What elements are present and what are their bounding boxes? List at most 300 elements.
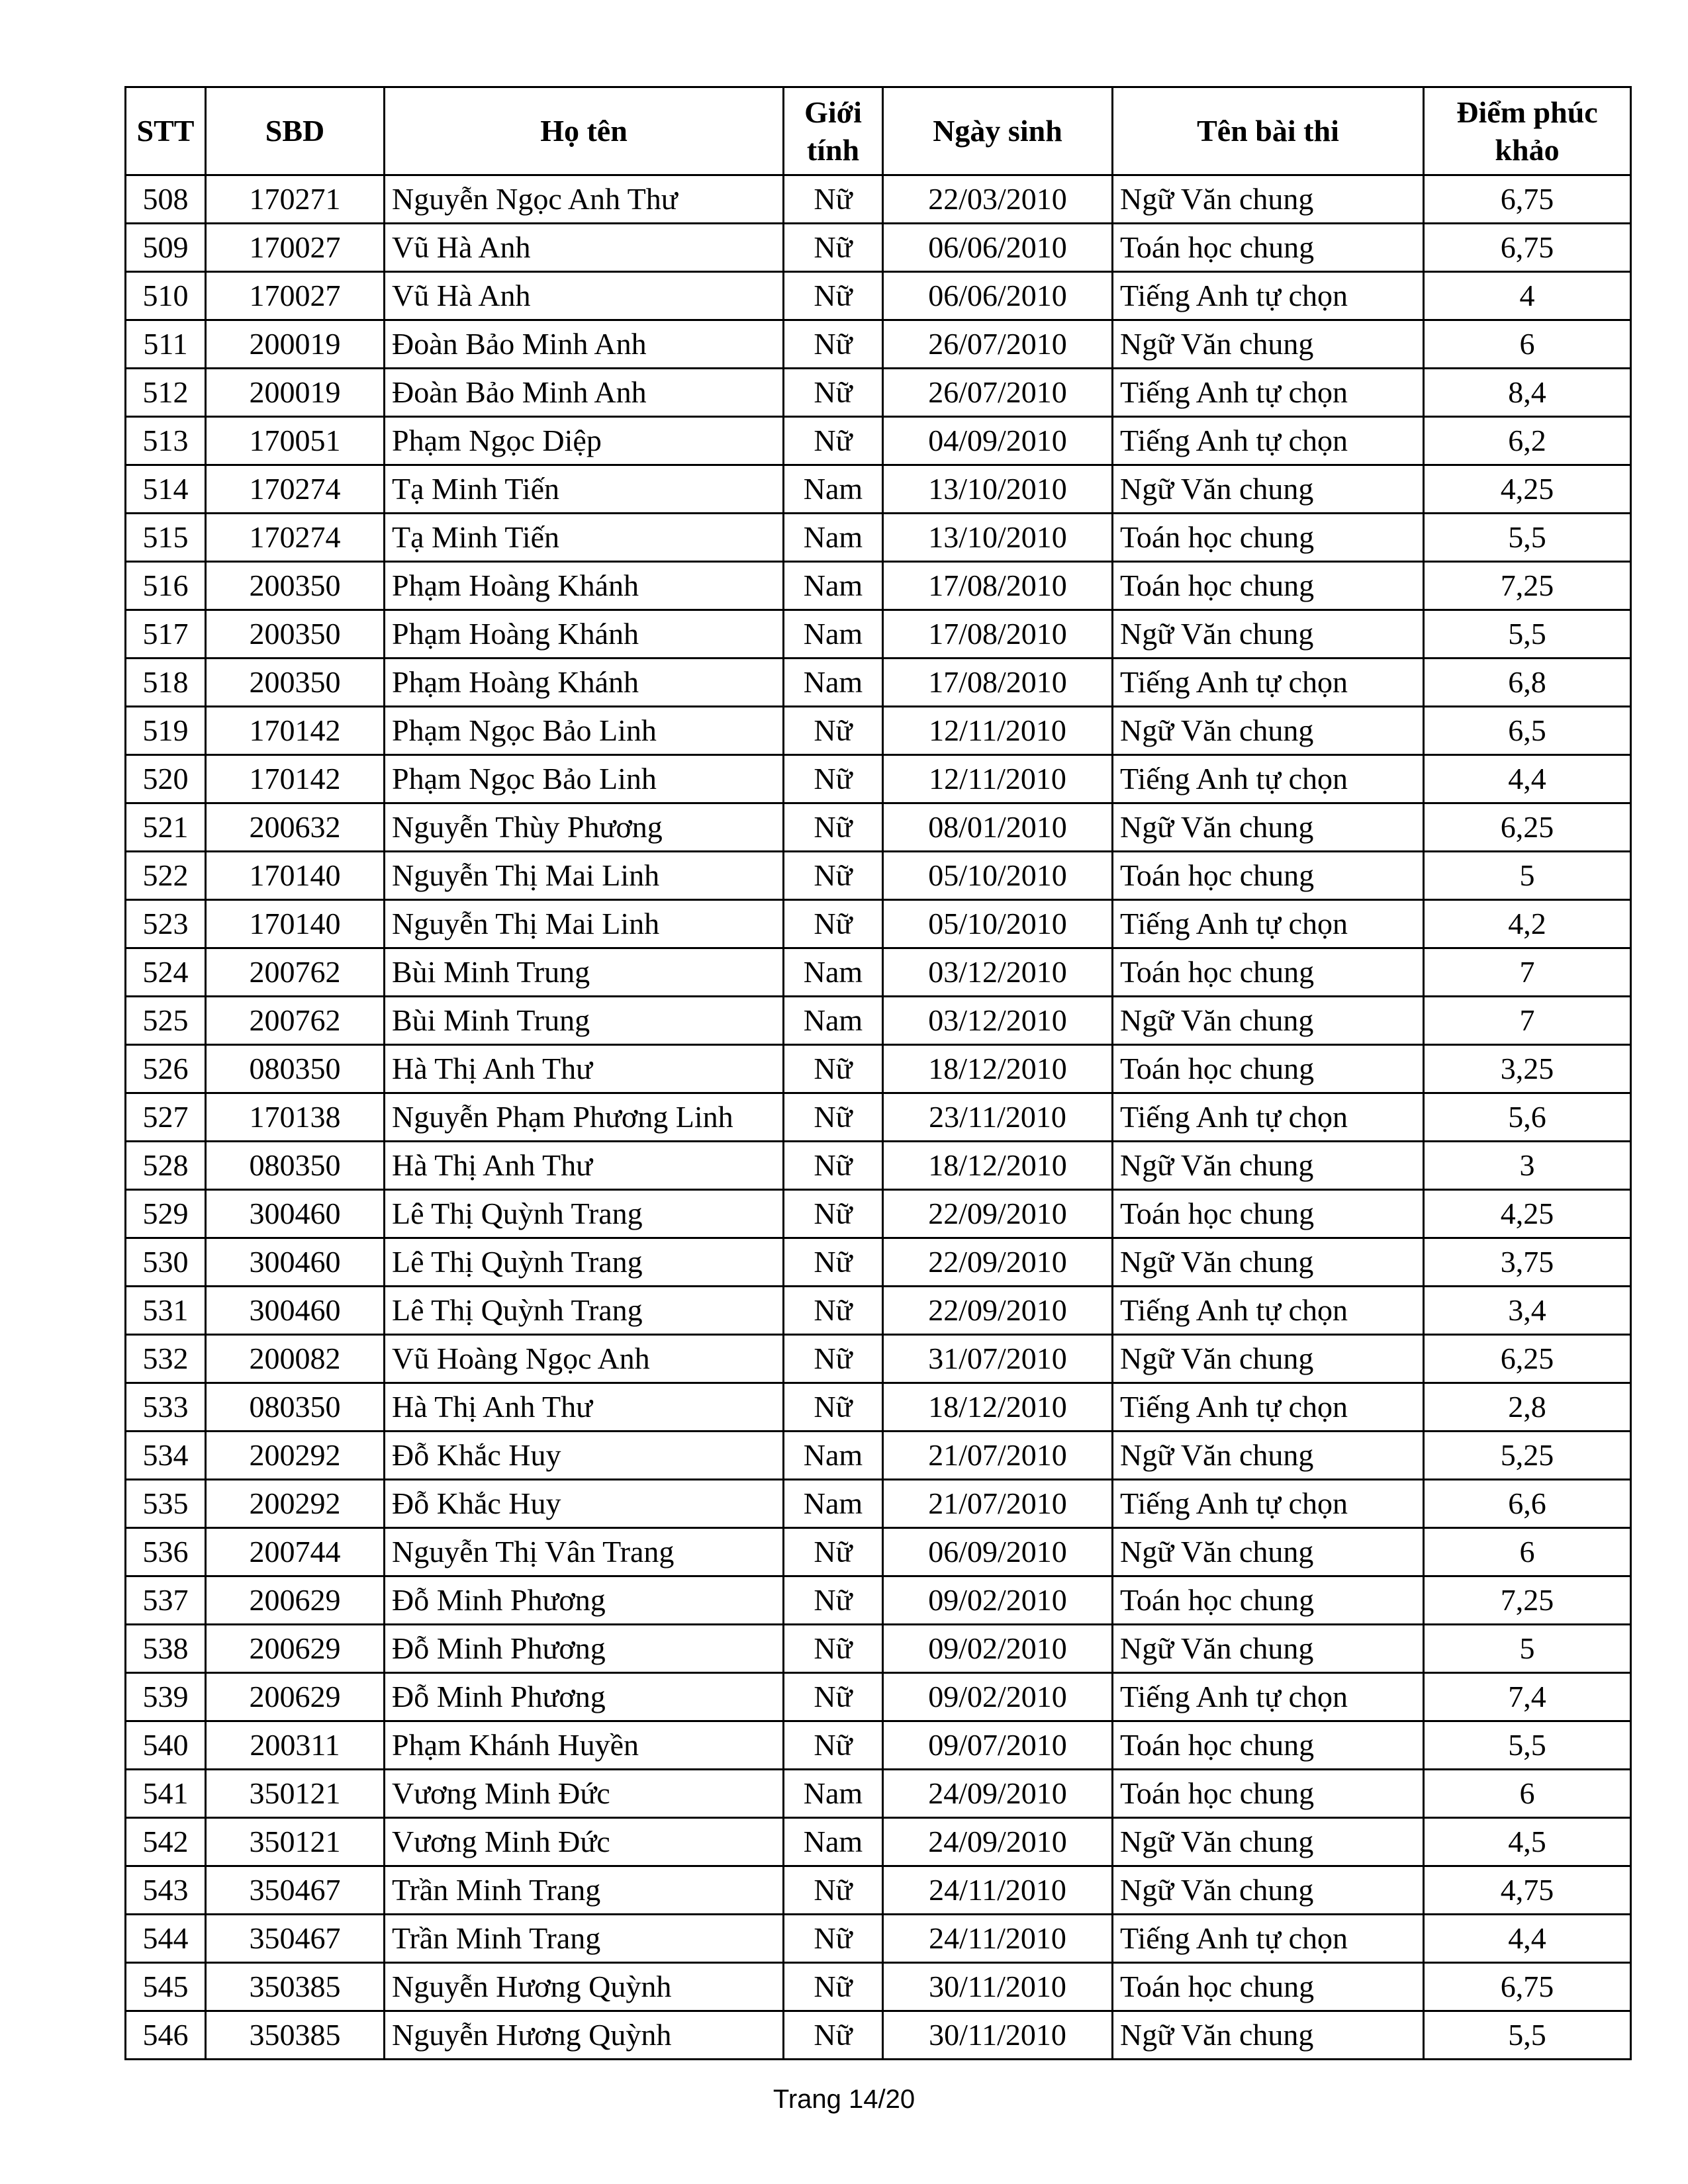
name-cell: Nguyễn Thị Mai Linh <box>385 900 784 948</box>
sbd-cell: 200019 <box>206 369 385 417</box>
table-row <box>126 1287 1631 1335</box>
stt-cell: 519 <box>126 707 206 755</box>
stt-cell: 543 <box>126 1866 206 1915</box>
table-row <box>126 1625 1631 1673</box>
gender-cell: Nữ <box>784 1866 883 1915</box>
dob-cell: 24/11/2010 <box>883 1915 1113 1963</box>
exam-cell: Toán học chung <box>1113 514 1424 562</box>
table-row <box>126 659 1631 707</box>
exam-cell: Ngữ Văn chung <box>1113 1335 1424 1383</box>
stt-cell: 525 <box>126 997 206 1045</box>
score-cell: 5,6 <box>1424 1093 1631 1142</box>
gender-cell: Nữ <box>784 1142 883 1190</box>
dob-cell: 06/09/2010 <box>883 1528 1113 1576</box>
table-row <box>126 514 1631 562</box>
name-cell: Tạ Minh Tiến <box>385 465 784 514</box>
gender-cell: Nữ <box>784 852 883 900</box>
gender-cell: Nữ <box>784 1576 883 1625</box>
sbd-cell: 170274 <box>206 465 385 514</box>
dob-cell: 22/09/2010 <box>883 1287 1113 1335</box>
name-cell: Phạm Ngọc Diệp <box>385 417 784 465</box>
stt-cell: 526 <box>126 1045 206 1093</box>
sbd-cell: 200292 <box>206 1480 385 1528</box>
exam-cell: Toán học chung <box>1113 1190 1424 1238</box>
table-row <box>126 755 1631 803</box>
gender-cell: Nam <box>784 948 883 997</box>
stt-cell: 535 <box>126 1480 206 1528</box>
stt-cell: 529 <box>126 1190 206 1238</box>
stt-cell: 546 <box>126 2011 206 2060</box>
table-row <box>126 1335 1631 1383</box>
exam-cell: Ngữ Văn chung <box>1113 1818 1424 1866</box>
stt-cell: 542 <box>126 1818 206 1866</box>
exam-cell: Ngữ Văn chung <box>1113 1866 1424 1915</box>
name-cell: Tạ Minh Tiến <box>385 514 784 562</box>
exam-cell: Ngữ Văn chung <box>1113 707 1424 755</box>
name-cell: Phạm Hoàng Khánh <box>385 610 784 659</box>
sbd-cell: 350385 <box>206 2011 385 2060</box>
name-cell: Lê Thị Quỳnh Trang <box>385 1238 784 1287</box>
exam-cell: Ngữ Văn chung <box>1113 175 1424 224</box>
name-cell: Đỗ Khắc Huy <box>385 1432 784 1480</box>
exam-cell: Ngữ Văn chung <box>1113 1238 1424 1287</box>
stt-cell: 528 <box>126 1142 206 1190</box>
stt-cell: 520 <box>126 755 206 803</box>
exam-cell: Toán học chung <box>1113 1721 1424 1770</box>
table-row <box>126 320 1631 369</box>
score-cell: 6,25 <box>1424 803 1631 852</box>
sbd-cell: 200082 <box>206 1335 385 1383</box>
sbd-cell: 200629 <box>206 1576 385 1625</box>
name-cell: Nguyễn Thị Vân Trang <box>385 1528 784 1576</box>
name-cell: Vũ Hà Anh <box>385 224 784 272</box>
gender-cell: Nữ <box>784 1190 883 1238</box>
dob-cell: 21/07/2010 <box>883 1432 1113 1480</box>
stt-cell: 541 <box>126 1770 206 1818</box>
dob-cell: 12/11/2010 <box>883 755 1113 803</box>
gender-cell: Nữ <box>784 175 883 224</box>
gender-cell: Nam <box>784 465 883 514</box>
stt-cell: 514 <box>126 465 206 514</box>
sbd-cell: 170271 <box>206 175 385 224</box>
table-row <box>126 1721 1631 1770</box>
sbd-cell: 200350 <box>206 659 385 707</box>
stt-cell: 523 <box>126 900 206 948</box>
score-cell: 5,5 <box>1424 514 1631 562</box>
header-sbd: SBD <box>206 87 385 175</box>
name-cell: Nguyễn Thị Mai Linh <box>385 852 784 900</box>
stt-cell: 540 <box>126 1721 206 1770</box>
name-cell: Đoàn Bảo Minh Anh <box>385 369 784 417</box>
table-row <box>126 1915 1631 1963</box>
score-cell: 2,8 <box>1424 1383 1631 1432</box>
header-gender: Giới tính <box>784 87 883 175</box>
sbd-cell: 170027 <box>206 272 385 320</box>
score-cell: 6,75 <box>1424 1963 1631 2011</box>
table-row <box>126 900 1631 948</box>
stt-cell: 539 <box>126 1673 206 1721</box>
table-row <box>126 610 1631 659</box>
stt-cell: 527 <box>126 1093 206 1142</box>
name-cell: Nguyễn Thùy Phương <box>385 803 784 852</box>
table-row <box>126 1818 1631 1866</box>
table-row <box>126 1190 1631 1238</box>
table-row <box>126 1963 1631 2011</box>
name-cell: Trần Minh Trang <box>385 1915 784 1963</box>
score-cell: 4,75 <box>1424 1866 1631 1915</box>
stt-cell: 524 <box>126 948 206 997</box>
table-row <box>126 852 1631 900</box>
exam-cell: Ngữ Văn chung <box>1113 1432 1424 1480</box>
stt-cell: 530 <box>126 1238 206 1287</box>
sbd-cell: 200629 <box>206 1625 385 1673</box>
exam-cell: Ngữ Văn chung <box>1113 1528 1424 1576</box>
sbd-cell: 200762 <box>206 948 385 997</box>
sbd-cell: 170027 <box>206 224 385 272</box>
table-row <box>126 1238 1631 1287</box>
name-cell: Vương Minh Đức <box>385 1770 784 1818</box>
score-cell: 4,5 <box>1424 1818 1631 1866</box>
table-row <box>126 369 1631 417</box>
exam-cell: Tiếng Anh tự chọn <box>1113 417 1424 465</box>
stt-cell: 532 <box>126 1335 206 1383</box>
dob-cell: 13/10/2010 <box>883 465 1113 514</box>
stt-cell: 508 <box>126 175 206 224</box>
table-row <box>126 803 1631 852</box>
dob-cell: 18/12/2010 <box>883 1045 1113 1093</box>
sbd-cell: 170051 <box>206 417 385 465</box>
score-cell: 5 <box>1424 1625 1631 1673</box>
dob-cell: 17/08/2010 <box>883 562 1113 610</box>
score-cell: 6 <box>1424 1528 1631 1576</box>
table-row <box>126 1866 1631 1915</box>
exam-cell: Ngữ Văn chung <box>1113 803 1424 852</box>
dob-cell: 31/07/2010 <box>883 1335 1113 1383</box>
exam-cell: Tiếng Anh tự chọn <box>1113 272 1424 320</box>
gender-cell: Nam <box>784 1480 883 1528</box>
score-cell: 6,8 <box>1424 659 1631 707</box>
name-cell: Nguyễn Hương Quỳnh <box>385 2011 784 2060</box>
dob-cell: 09/02/2010 <box>883 1673 1113 1721</box>
name-cell: Vũ Hà Anh <box>385 272 784 320</box>
results-table <box>124 86 1632 2060</box>
gender-cell: Nữ <box>784 1528 883 1576</box>
score-cell: 5,5 <box>1424 1721 1631 1770</box>
score-cell: 5,25 <box>1424 1432 1631 1480</box>
gender-cell: Nam <box>784 1818 883 1866</box>
table-row <box>126 562 1631 610</box>
dob-cell: 09/02/2010 <box>883 1576 1113 1625</box>
score-cell: 4,4 <box>1424 755 1631 803</box>
score-cell: 3,25 <box>1424 1045 1631 1093</box>
exam-cell: Tiếng Anh tự chọn <box>1113 369 1424 417</box>
sbd-cell: 300460 <box>206 1238 385 1287</box>
gender-cell: Nữ <box>784 1045 883 1093</box>
name-cell: Đỗ Minh Phương <box>385 1576 784 1625</box>
gender-cell: Nam <box>784 997 883 1045</box>
gender-cell: Nữ <box>784 1673 883 1721</box>
dob-cell: 05/10/2010 <box>883 900 1113 948</box>
table-header-row <box>126 87 1631 175</box>
gender-cell: Nam <box>784 610 883 659</box>
sbd-cell: 200350 <box>206 610 385 659</box>
stt-cell: 531 <box>126 1287 206 1335</box>
exam-cell: Toán học chung <box>1113 1770 1424 1818</box>
name-cell: Phạm Ngọc Bảo Linh <box>385 755 784 803</box>
score-cell: 6,75 <box>1424 175 1631 224</box>
dob-cell: 26/07/2010 <box>883 320 1113 369</box>
stt-cell: 518 <box>126 659 206 707</box>
gender-cell: Nữ <box>784 707 883 755</box>
score-cell: 6,75 <box>1424 224 1631 272</box>
dob-cell: 30/11/2010 <box>883 2011 1113 2060</box>
dob-cell: 24/09/2010 <box>883 1818 1113 1866</box>
gender-cell: Nam <box>784 659 883 707</box>
dob-cell: 09/02/2010 <box>883 1625 1113 1673</box>
score-cell: 3,75 <box>1424 1238 1631 1287</box>
stt-cell: 516 <box>126 562 206 610</box>
gender-cell: Nữ <box>784 320 883 369</box>
sbd-cell: 350121 <box>206 1770 385 1818</box>
gender-cell: Nữ <box>784 1625 883 1673</box>
dob-cell: 21/07/2010 <box>883 1480 1113 1528</box>
exam-cell: Tiếng Anh tự chọn <box>1113 1673 1424 1721</box>
name-cell: Hà Thị Anh Thư <box>385 1383 784 1432</box>
exam-cell: Ngữ Văn chung <box>1113 1142 1424 1190</box>
gender-cell: Nữ <box>784 1335 883 1383</box>
exam-cell: Tiếng Anh tự chọn <box>1113 1915 1424 1963</box>
stt-cell: 537 <box>126 1576 206 1625</box>
sbd-cell: 170138 <box>206 1093 385 1142</box>
sbd-cell: 200632 <box>206 803 385 852</box>
sbd-cell: 170142 <box>206 755 385 803</box>
exam-cell: Tiếng Anh tự chọn <box>1113 900 1424 948</box>
dob-cell: 18/12/2010 <box>883 1383 1113 1432</box>
score-cell: 6 <box>1424 320 1631 369</box>
gender-cell: Nữ <box>784 224 883 272</box>
sbd-cell: 080350 <box>206 1142 385 1190</box>
dob-cell: 30/11/2010 <box>883 1963 1113 2011</box>
exam-cell: Ngữ Văn chung <box>1113 610 1424 659</box>
sbd-cell: 170140 <box>206 852 385 900</box>
stt-cell: 512 <box>126 369 206 417</box>
dob-cell: 08/01/2010 <box>883 803 1113 852</box>
sbd-cell: 350121 <box>206 1818 385 1866</box>
dob-cell: 24/09/2010 <box>883 1770 1113 1818</box>
name-cell: Đỗ Minh Phương <box>385 1625 784 1673</box>
dob-cell: 22/09/2010 <box>883 1238 1113 1287</box>
exam-cell: Ngữ Văn chung <box>1113 465 1424 514</box>
score-cell: 7,4 <box>1424 1673 1631 1721</box>
table-row <box>126 1093 1631 1142</box>
exam-cell: Tiếng Anh tự chọn <box>1113 659 1424 707</box>
exam-cell: Toán học chung <box>1113 562 1424 610</box>
gender-cell: Nữ <box>784 900 883 948</box>
stt-cell: 517 <box>126 610 206 659</box>
name-cell: Lê Thị Quỳnh Trang <box>385 1190 784 1238</box>
table-row <box>126 175 1631 224</box>
stt-cell: 522 <box>126 852 206 900</box>
score-cell: 4,25 <box>1424 465 1631 514</box>
table-row <box>126 417 1631 465</box>
stt-cell: 536 <box>126 1528 206 1576</box>
score-cell: 7,25 <box>1424 562 1631 610</box>
header-dob: Ngày sinh <box>883 87 1113 175</box>
stt-cell: 510 <box>126 272 206 320</box>
gender-cell: Nữ <box>784 1383 883 1432</box>
table-row <box>126 2011 1631 2060</box>
table-row <box>126 1480 1631 1528</box>
score-cell: 6 <box>1424 1770 1631 1818</box>
table-row <box>126 948 1631 997</box>
table-row <box>126 707 1631 755</box>
table-row <box>126 997 1631 1045</box>
name-cell: Hà Thị Anh Thư <box>385 1142 784 1190</box>
dob-cell: 17/08/2010 <box>883 659 1113 707</box>
header-stt: STT <box>126 87 206 175</box>
dob-cell: 13/10/2010 <box>883 514 1113 562</box>
exam-cell: Tiếng Anh tự chọn <box>1113 1480 1424 1528</box>
exam-cell: Ngữ Văn chung <box>1113 997 1424 1045</box>
dob-cell: 12/11/2010 <box>883 707 1113 755</box>
sbd-cell: 200629 <box>206 1673 385 1721</box>
name-cell: Nguyễn Phạm Phương Linh <box>385 1093 784 1142</box>
exam-cell: Toán học chung <box>1113 852 1424 900</box>
score-cell: 4,2 <box>1424 900 1631 948</box>
name-cell: Phạm Hoàng Khánh <box>385 562 784 610</box>
sbd-cell: 200744 <box>206 1528 385 1576</box>
score-cell: 4,4 <box>1424 1915 1631 1963</box>
score-cell: 3,4 <box>1424 1287 1631 1335</box>
gender-cell: Nam <box>784 562 883 610</box>
score-cell: 7 <box>1424 997 1631 1045</box>
sbd-cell: 200019 <box>206 320 385 369</box>
name-cell: Phạm Hoàng Khánh <box>385 659 784 707</box>
table-row <box>126 1528 1631 1576</box>
gender-cell: Nữ <box>784 272 883 320</box>
stt-cell: 509 <box>126 224 206 272</box>
exam-cell: Tiếng Anh tự chọn <box>1113 1383 1424 1432</box>
score-cell: 6,6 <box>1424 1480 1631 1528</box>
name-cell: Bùi Minh Trung <box>385 948 784 997</box>
dob-cell: 22/09/2010 <box>883 1190 1113 1238</box>
sbd-cell: 350467 <box>206 1915 385 1963</box>
score-cell: 3 <box>1424 1142 1631 1190</box>
exam-cell: Tiếng Anh tự chọn <box>1113 755 1424 803</box>
stt-cell: 521 <box>126 803 206 852</box>
score-cell: 7,25 <box>1424 1576 1631 1625</box>
score-cell: 7 <box>1424 948 1631 997</box>
score-cell: 8,4 <box>1424 369 1631 417</box>
name-cell: Trần Minh Trang <box>385 1866 784 1915</box>
exam-cell: Toán học chung <box>1113 1045 1424 1093</box>
dob-cell: 03/12/2010 <box>883 948 1113 997</box>
dob-cell: 22/03/2010 <box>883 175 1113 224</box>
exam-cell: Ngữ Văn chung <box>1113 320 1424 369</box>
score-cell: 5 <box>1424 852 1631 900</box>
sbd-cell: 080350 <box>206 1045 385 1093</box>
name-cell: Vũ Hoàng Ngọc Anh <box>385 1335 784 1383</box>
stt-cell: 511 <box>126 320 206 369</box>
gender-cell: Nữ <box>784 755 883 803</box>
stt-cell: 513 <box>126 417 206 465</box>
dob-cell: 18/12/2010 <box>883 1142 1113 1190</box>
dob-cell: 06/06/2010 <box>883 272 1113 320</box>
stt-cell: 538 <box>126 1625 206 1673</box>
exam-cell: Ngữ Văn chung <box>1113 2011 1424 2060</box>
score-cell: 6,5 <box>1424 707 1631 755</box>
score-cell: 5,5 <box>1424 610 1631 659</box>
table-row <box>126 1673 1631 1721</box>
gender-cell: Nữ <box>784 417 883 465</box>
name-cell: Bùi Minh Trung <box>385 997 784 1045</box>
header-name: Họ tên <box>385 87 784 175</box>
sbd-cell: 080350 <box>206 1383 385 1432</box>
page-number: Trang 14/20 <box>773 2085 915 2114</box>
sbd-cell: 300460 <box>206 1287 385 1335</box>
dob-cell: 17/08/2010 <box>883 610 1113 659</box>
score-cell: 6,2 <box>1424 417 1631 465</box>
gender-cell: Nữ <box>784 1238 883 1287</box>
dob-cell: 09/07/2010 <box>883 1721 1113 1770</box>
sbd-cell: 170140 <box>206 900 385 948</box>
exam-cell: Toán học chung <box>1113 224 1424 272</box>
sbd-cell: 300460 <box>206 1190 385 1238</box>
table-row <box>126 272 1631 320</box>
gender-cell: Nữ <box>784 1721 883 1770</box>
table-row <box>126 465 1631 514</box>
sbd-cell: 200350 <box>206 562 385 610</box>
gender-cell: Nữ <box>784 1287 883 1335</box>
sbd-cell: 350467 <box>206 1866 385 1915</box>
stt-cell: 534 <box>126 1432 206 1480</box>
name-cell: Nguyễn Hương Quỳnh <box>385 1963 784 2011</box>
dob-cell: 26/07/2010 <box>883 369 1113 417</box>
dob-cell: 04/09/2010 <box>883 417 1113 465</box>
sbd-cell: 170142 <box>206 707 385 755</box>
exam-cell: Ngữ Văn chung <box>1113 1625 1424 1673</box>
table-row <box>126 1770 1631 1818</box>
gender-cell: Nữ <box>784 1093 883 1142</box>
sbd-cell: 350385 <box>206 1963 385 2011</box>
table-row <box>126 1432 1631 1480</box>
name-cell: Phạm Ngọc Bảo Linh <box>385 707 784 755</box>
exam-cell: Toán học chung <box>1113 1963 1424 2011</box>
name-cell: Đoàn Bảo Minh Anh <box>385 320 784 369</box>
dob-cell: 24/11/2010 <box>883 1866 1113 1915</box>
name-cell: Vương Minh Đức <box>385 1818 784 1866</box>
gender-cell: Nữ <box>784 369 883 417</box>
dob-cell: 05/10/2010 <box>883 852 1113 900</box>
name-cell: Đỗ Minh Phương <box>385 1673 784 1721</box>
score-cell: 4,25 <box>1424 1190 1631 1238</box>
header-score: Điểm phúc khảo <box>1424 87 1631 175</box>
exam-cell: Toán học chung <box>1113 948 1424 997</box>
table-body <box>126 175 1631 2060</box>
dob-cell: 23/11/2010 <box>883 1093 1113 1142</box>
exam-cell: Toán học chung <box>1113 1576 1424 1625</box>
stt-cell: 533 <box>126 1383 206 1432</box>
gender-cell: Nữ <box>784 803 883 852</box>
score-cell: 6,25 <box>1424 1335 1631 1383</box>
stt-cell: 544 <box>126 1915 206 1963</box>
sbd-cell: 200311 <box>206 1721 385 1770</box>
gender-cell: Nữ <box>784 2011 883 2060</box>
exam-cell: Tiếng Anh tự chọn <box>1113 1093 1424 1142</box>
gender-cell: Nam <box>784 514 883 562</box>
sbd-cell: 200762 <box>206 997 385 1045</box>
gender-cell: Nam <box>784 1770 883 1818</box>
